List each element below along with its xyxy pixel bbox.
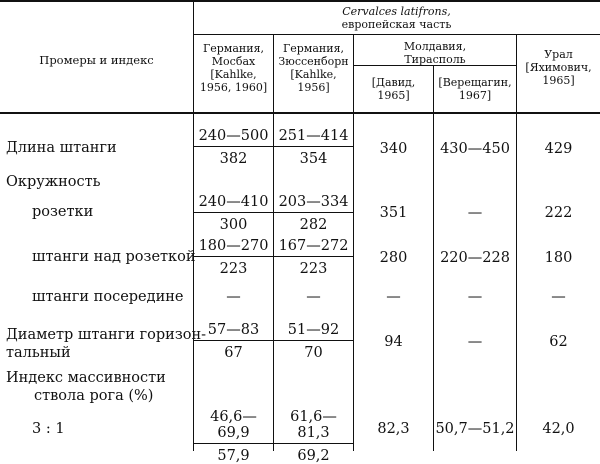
mean: 57,9 (217, 448, 250, 464)
species-region: европейская часть (341, 18, 452, 31)
range: 46,6—69,9 (194, 409, 273, 444)
vereshchagin-shaft-above-rosette: 220—228 (440, 250, 510, 266)
range: 167—272 (274, 238, 353, 257)
moldova-header-line: Тирасполь (404, 53, 466, 66)
species-name: Cervalces latifrons, (342, 5, 451, 18)
mosbach-header-line: 1956, 1960] (199, 81, 268, 94)
row-label-line: Диаметр штанги горизон- (6, 327, 207, 343)
col-divider-5 (516, 34, 517, 451)
range: 203—334 (274, 194, 353, 213)
mosbach-shaft-middle: — (226, 289, 241, 305)
suessenborn-rosette (274, 194, 353, 233)
range: 57—83 (194, 322, 273, 341)
david-ratio-3-1: 82,3 (377, 421, 410, 437)
row-label-line: ствола рога (%) (34, 388, 154, 404)
suessenborn-header-line: [Kahlke, (290, 68, 337, 81)
species-header (193, 5, 600, 31)
vereshchagin-header-line: [Верещагин, (438, 76, 512, 89)
mean: 223 (219, 261, 248, 277)
row-label-horizontal-diameter (6, 326, 206, 362)
header-bottom-rule (0, 112, 600, 114)
ural-horizontal-diameter: 62 (549, 334, 568, 350)
row-label-ratio-3-1: 3 : 1 (32, 421, 65, 437)
row-label-rosette: розетки (32, 204, 94, 220)
vereshchagin-rosette: — (467, 205, 483, 221)
suessenborn-header (274, 42, 353, 94)
range: 240—410 (194, 194, 273, 213)
david-rosette: 351 (379, 205, 408, 221)
vereshchagin-header-line: 1967] (458, 89, 492, 102)
row-label-circumference: Окружность (6, 174, 101, 190)
mosbach-ratio-3-1 (194, 409, 273, 464)
mosbach-rosette (194, 194, 273, 233)
suessenborn-shaft-middle: — (306, 289, 321, 305)
ural-shaft-length: 429 (544, 141, 573, 157)
row-label-shaft-middle: штанги посередине (32, 289, 184, 305)
mean: 300 (219, 217, 248, 233)
ural-rosette: 222 (544, 205, 573, 221)
mean: 69,2 (297, 448, 330, 464)
suessenborn-shaft-length (274, 128, 353, 167)
vereshchagin-shaft-length: 430—450 (440, 141, 510, 157)
range: 61,6—81,3 (274, 409, 353, 444)
row-label-massiveness-index (6, 369, 166, 405)
suessenborn-horizontal-diameter (274, 322, 353, 361)
moldova-header-line: Молдавия, (403, 40, 467, 53)
ural-shaft-above-rosette: 180 (544, 250, 573, 266)
mosbach-shaft-above-rosette (194, 238, 273, 277)
range: 251—414 (274, 128, 353, 147)
ural-header-line: 1965] (542, 74, 575, 87)
range: 51—92 (274, 322, 353, 341)
ural-header-line: Урал (544, 48, 573, 61)
david-header-line: [Давид, (371, 76, 416, 89)
ural-header (517, 48, 600, 87)
mean: 223 (299, 261, 328, 277)
mosbach-header (194, 42, 273, 94)
vereshchagin-header (434, 76, 516, 102)
mean: 67 (224, 345, 243, 361)
vereshchagin-horizontal-diameter: — (467, 334, 483, 350)
row-label-header: Промеры и индекс (39, 53, 154, 67)
david-horizontal-diameter: 94 (384, 334, 403, 350)
moldova-header (354, 40, 516, 66)
david-shaft-length: 340 (379, 141, 408, 157)
species-subheader-rule (193, 34, 600, 35)
vereshchagin-ratio-3-1: 50,7—51,2 (435, 421, 515, 437)
david-shaft-above-rosette: 280 (379, 250, 408, 266)
mosbach-header-line: Германия, (202, 42, 265, 55)
row-label-line: Индекс массивности (6, 370, 166, 386)
ural-shaft-middle: — (551, 289, 566, 305)
mosbach-horizontal-diameter (194, 322, 273, 361)
ural-ratio-3-1: 42,0 (542, 421, 575, 437)
suessenborn-header-line: 1956] (297, 81, 330, 94)
mean: 70 (304, 345, 323, 361)
mean: 382 (219, 151, 248, 167)
mosbach-header-line: [Kahlke, (210, 68, 257, 81)
row-label-shaft-above-rosette: штанги над розеткой (32, 249, 196, 265)
suessenborn-header-line: Германия, (282, 42, 345, 55)
table-top-rule (0, 0, 600, 2)
suessenborn-ratio-3-1 (274, 409, 353, 464)
row-label-line: тальный (6, 345, 71, 361)
mean: 354 (299, 151, 328, 167)
david-header (354, 76, 433, 102)
suessenborn-shaft-above-rosette (274, 238, 353, 277)
range: 240—500 (194, 128, 273, 147)
mean: 282 (299, 217, 328, 233)
range: 180—270 (194, 238, 273, 257)
row-label-shaft-length: Длина штанги (6, 140, 117, 156)
david-header-line: 1965] (377, 89, 410, 102)
david-shaft-middle: — (386, 289, 401, 305)
ural-header-line: [Яхимович, (525, 61, 592, 74)
mosbach-header-line: Мосбах (211, 55, 256, 68)
vereshchagin-shaft-middle: — (467, 289, 483, 305)
mosbach-shaft-length (194, 128, 273, 167)
suessenborn-header-line: Зюссенборн (278, 55, 349, 68)
